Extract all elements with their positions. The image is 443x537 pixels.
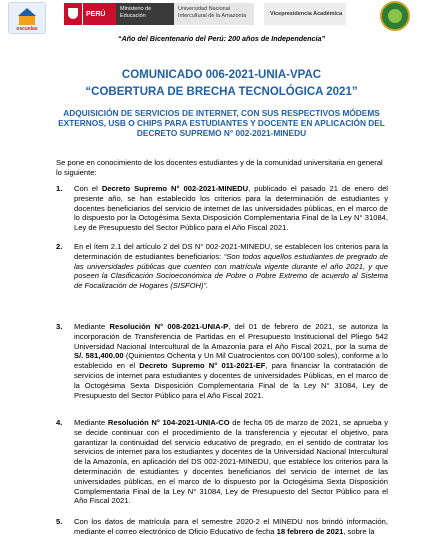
year-motto: “Año del Bicentenario del Perú: 200 años de Independencia” — [117, 34, 326, 43]
university-logo — [380, 1, 410, 31]
school-roof-icon — [18, 8, 36, 16]
school-logo-text: escuelas — [16, 26, 38, 32]
item-number: 3. — [56, 322, 63, 331]
ministry-label: Ministerio de Educación — [116, 3, 174, 25]
item-number: 1. — [56, 184, 63, 193]
list-item: 5. Con los datos de matrícula para el semestre 2020-2 el MINEDU nos brindó información, mediante el correo electrónico de Oficio Educativo de fecha 18 febrero de 2021, sobre la — [56, 517, 388, 536]
communique-subtitle: ADQUISICIÓN DE SERVICIOS DE INTERNET, CON SUS RESPECTIVOS MÓDEMS EXTERNOS, USB O CHIPS PARA ESTUDIANTES Y DOCENTE EN APLICACIÓN DEL DECRETO SUPREMO N° 002-2021-MINEDU — [58, 108, 385, 138]
gov-peru-label: PERÚ — [82, 3, 116, 25]
government-header-bar — [64, 3, 346, 25]
item-number: 5. — [56, 517, 63, 526]
school-logo — [8, 2, 46, 34]
item-number: 2. — [56, 242, 63, 251]
item-number: 4. — [56, 418, 63, 427]
peru-shield-icon — [64, 3, 82, 25]
communique-title: “COBERTURA DE BRECHA TECNOLÓGICA 2021” — [85, 86, 358, 98]
intro-paragraph: Se pone en conocimiento de los docentes estudiantes y de la comunidad universitaria en general lo siguiente: — [56, 158, 383, 177]
university-label: Universidad Nacional Intercultural de la Amazonía — [174, 3, 254, 25]
communique-number: COMUNICADO 006-2021-UNIA-VPAC — [121, 69, 322, 81]
list-item: 2. En el ítem 2.1 del artículo 2 del DS N° 002-2021-MINEDU, se establecen los criterios para la determinación de estudiantes beneficiarios: “Son todos aquellos estudiantes de pregrado de las universidades públicas que cuenten con matrícula vigente durante el año 2021, y que poseen la Clasificación Socioeconómica de Pobre o Pobre Extremo de acuerdo al Sistema de Focalización de Hogares (SISFOH)”. — [56, 242, 388, 291]
vice-presidency-label: Vicepresidencia Académica — [264, 3, 346, 25]
list-item: 4. Mediante Resolución N° 104-2021-UNIA-CO de fecha 05 de marzo de 2021, se aprueba y se decide continuar con el procedimiento de la transferencia y ejecutar el objetivo, para garantizar la continuidad del servicio educativo de pregrado, en el sentido de contratar los servicios de internet para los estudiantes y docentes de la Universidad Nacional Intercultural de la Amazonía, en aplicación del DS 002-2021-MINEDU, que establece los criterios para la determinación de estudiantes y docentes beneficiarios del servicio de internet de las universidades públicas, en el marco de lo dispuesto por la Octogésima Sexta Disposición Complementaria Final de la Ley N° 31084, Ley de Presupuesto del Sector Público para el Año Fiscal 2021. — [56, 418, 388, 506]
list-item: 1. Con el Decreto Supremo N° 002-2021-MINEDU, publicado el pasado 21 de enero del presente año, se han establecido los criterios para la determinación de estudiantes y docentes beneficiarios del servicio de internet de las universidades públicas, en el marco de lo dispuesto por la Octogésima Sexta Disposición Complementaria Final de la Ley N° 31084, Ley de Presupuesto del Sector Público para el Año Fiscal 2021. — [56, 184, 388, 233]
list-item: 3. Mediante Resolución N° 008-2021-UNIA-P, del 01 de febrero de 2021, se autoriza la incorporación de Transferencia de Partidas en el Presupuesto Institucional del Pliego 542 Universidad Nacional Intercultural de la Amazonía para el Año Fiscal 2021, por la suma de S/. 581,400.00 (Quinientos Ochenta y Un Mil Cuatrocientos con 00/100 soles), conforme a lo establecido en el Decreto Supremo N° 011-2021-EF, para financiar la contratación de servicios de internet para estudiantes y docentes de universidades Públicas, en el marco de la Octogésima Sexta Disposición Complementaria Final de la Ley N° 31084, Ley de Presupuesto del Sector Público para el Año Fiscal 2021. — [56, 322, 388, 400]
school-building-icon — [19, 16, 35, 25]
